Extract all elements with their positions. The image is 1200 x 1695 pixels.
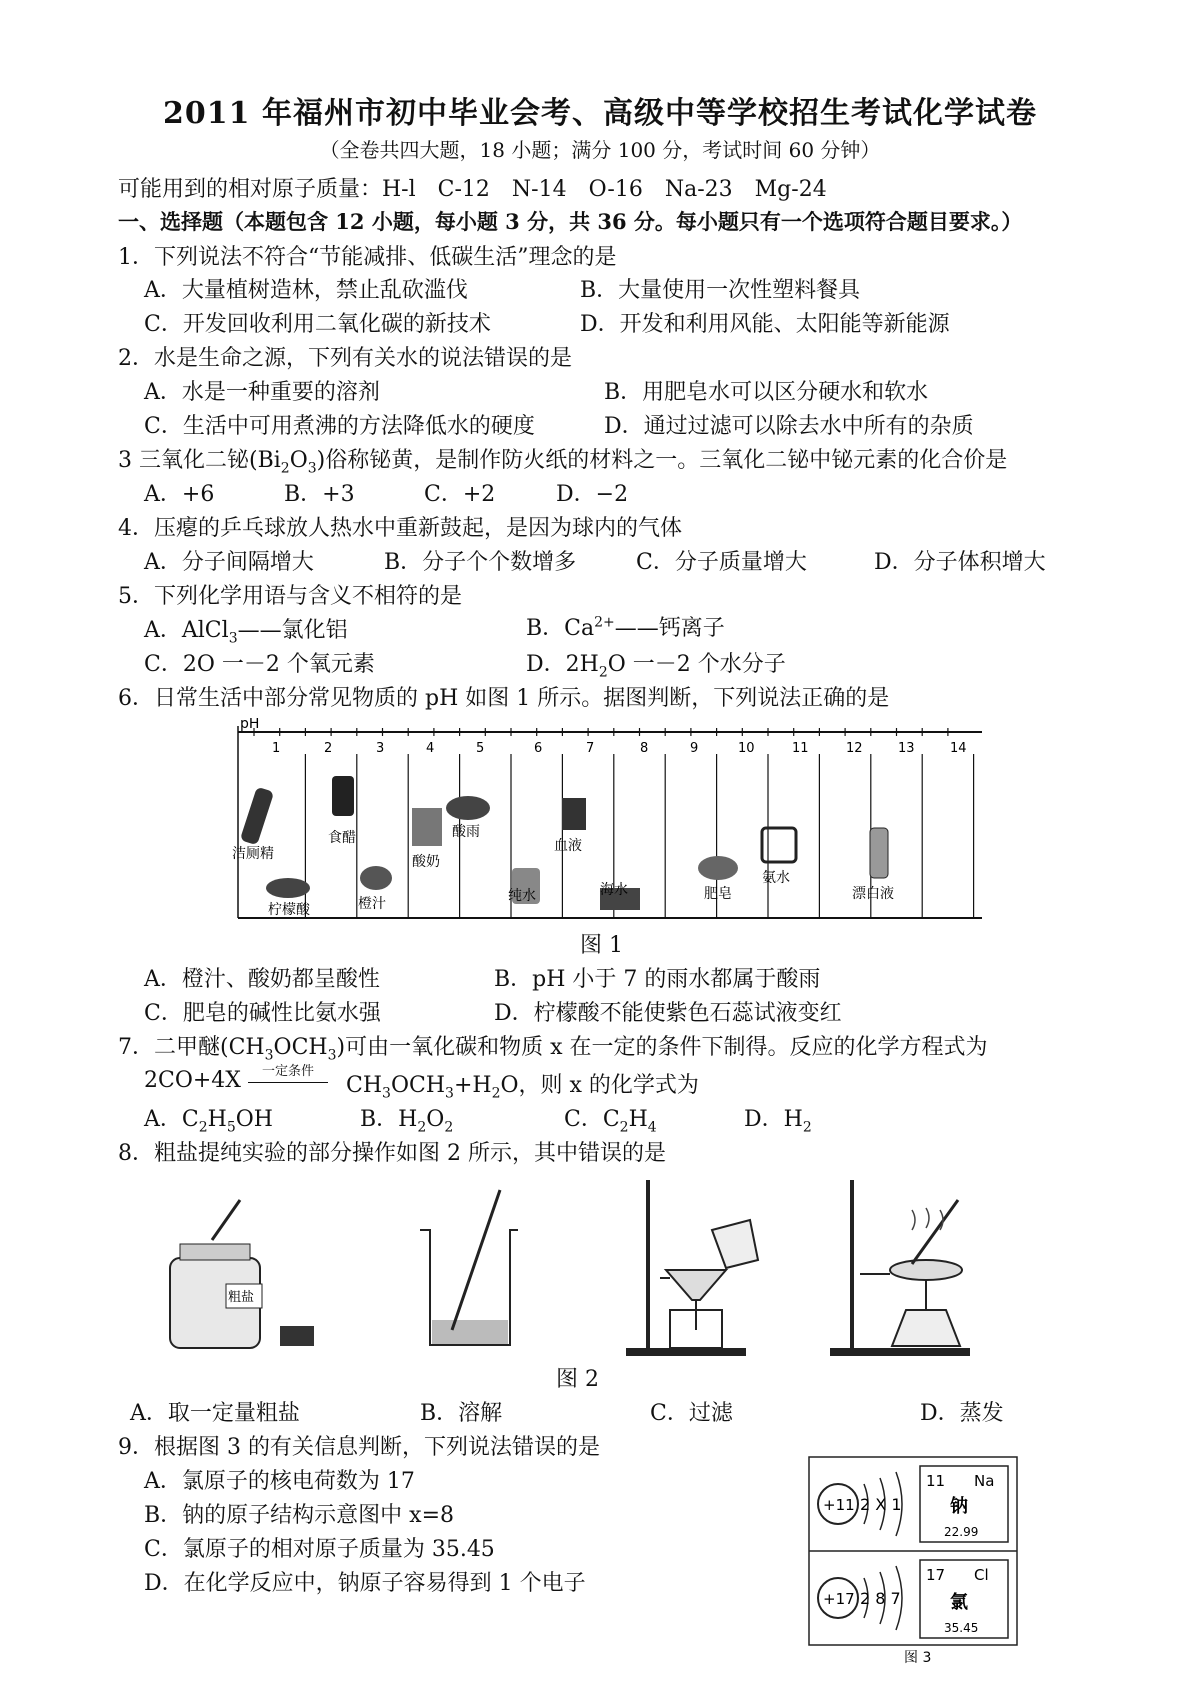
question-6-stem: 6．日常生活中部分常见物质的 pH 如图 1 所示。据图判断，下列说法正确的是 — [118, 686, 890, 711]
orange-icon — [360, 866, 392, 890]
ph-tick-label: 7 — [586, 741, 595, 756]
ph-tick-label: 4 — [426, 741, 435, 756]
question-3-option-a: A．+6 — [144, 482, 215, 507]
question-9-stem: 9．根据图 3 的有关信息判断，下列说法错误的是 — [118, 1435, 600, 1460]
question-1-option-d: D．开发和利用风能、太阳能等新能源 — [580, 312, 950, 337]
question-1-option-c: C．开发回收利用二氧化碳的新技术 — [144, 312, 491, 337]
jar-label: 粗盐 — [228, 1290, 255, 1305]
section-heading: 一、选择题（本题包含 12 小题，每小题 3 分，共 36 分。每小题只有一个选项符合题目要求。） — [118, 209, 1023, 234]
evaporation-setup-icon — [830, 1180, 970, 1356]
ph-tick-label: 5 — [476, 741, 485, 756]
chlorine-shells-label: 2 8 7 — [860, 1589, 901, 1608]
sodium-shells-label: 2 X 1 — [860, 1495, 902, 1514]
question-3-option-b: B．+3 — [284, 482, 355, 507]
question-2-stem: 2．水是生命之源，下列有关水的说法错误的是 — [118, 346, 572, 371]
sodium-mass: 22.99 — [944, 1525, 979, 1539]
question-7-stem: 7．二甲醚$(CH_3OCH_3)$可由一氧化碳和物质 x 在一定的条件下制得。反应的化学方程式为 — [118, 1035, 988, 1064]
ph-tick-label: 1 — [272, 741, 281, 756]
question-8-stem: 8．粗盐提纯实验的部分操作如图 2 所示，其中错误的是 — [118, 1141, 666, 1166]
question-4-option-a: A．分子间隔增大 — [144, 550, 314, 575]
question-7-option-d: D．$H_2$ — [744, 1107, 812, 1136]
sodium-number: 11 — [926, 1472, 946, 1490]
ph-scale-figure — [230, 718, 990, 926]
question-8-option-a: A．取一定量粗盐 — [130, 1401, 300, 1426]
sodium-symbol: Na — [974, 1472, 995, 1490]
question-4-option-c: C．分子质量增大 — [636, 550, 807, 575]
vinegar-bottle-icon — [332, 776, 354, 816]
question-7-option-b: B．$H_2O_2$ — [360, 1107, 454, 1136]
question-8-option-c: C．过滤 — [650, 1401, 733, 1426]
ph-item-label: 肥皂 — [704, 886, 732, 902]
ph-item-label: 酸奶 — [412, 854, 440, 870]
question-1-stem: 1．下列说法不符合“节能减排、低碳生活”理念的是 — [118, 245, 617, 270]
lemon-icon — [266, 878, 310, 898]
question-8-option-b: B．溶解 — [420, 1401, 503, 1426]
chlorine-symbol: Cl — [974, 1566, 989, 1584]
question-5-option-d: D．$2H_2O$ 一－2 个水分子 — [526, 652, 786, 681]
question-9-option-b: B．钠的原子结构示意图中 x=8 — [144, 1503, 454, 1528]
question-2-option-c: C．生活中可用煮沸的方法降低水的硬度 — [144, 414, 535, 439]
question-3-option-c: C．+2 — [424, 482, 496, 507]
blood-bag-icon — [562, 798, 586, 830]
yogurt-box-icon — [412, 808, 442, 846]
question-2-option-d: D．通过过滤可以除去水中所有的杂质 — [604, 414, 974, 439]
figure-3-caption: 图 3 — [904, 1650, 932, 1666]
ph-item-label: 血液 — [554, 838, 582, 854]
question-6-option-c: C．肥皂的碱性比氨水强 — [144, 1001, 381, 1026]
salt-jar-icon — [170, 1200, 314, 1348]
ph-item-label: 柠檬酸 — [268, 902, 310, 918]
sodium-nucleus-label: +11 — [823, 1496, 855, 1514]
figure-3-atom-diagrams — [808, 1456, 1018, 1668]
question-4-option-d: D．分子体积增大 — [874, 550, 1046, 575]
ph-item-label: 酸雨 — [452, 824, 480, 840]
question-9-option-a: A．氯原子的核电荷数为 17 — [144, 1469, 415, 1494]
chlorine-mass: 35.45 — [944, 1621, 979, 1635]
question-7-equation-right: $CH_3OCH_3+H_2O$，则 x 的化学式为 — [346, 1073, 699, 1102]
toilet-cleaner-bottle-icon — [240, 787, 274, 846]
ph-item-label: 洁厕精 — [232, 846, 274, 862]
ammonia-beaker-icon — [762, 828, 796, 862]
question-7-option-c: C．$C_2H_4$ — [564, 1107, 657, 1136]
question-1-option-a: A．大量植树造林，禁止乱砍滥伐 — [144, 278, 468, 303]
figure-2-apparatus — [140, 1170, 1060, 1360]
question-9-option-c: C．氯原子的相对原子质量为 35.45 — [144, 1537, 495, 1562]
question-4-option-b: B．分子个个数增多 — [384, 550, 577, 575]
atomic-mass-line: 可能用到的相对原子质量：H-l C-12 N-14 O-16 Na-23 Mg-24 — [118, 177, 827, 202]
soap-bar-icon — [698, 856, 738, 880]
question-7-option-a: A．$C_2H_5OH$ — [144, 1107, 273, 1136]
bleach-bottle-icon — [870, 828, 888, 878]
equation-arrow-line — [248, 1082, 328, 1083]
ph-item-label: 纯水 — [508, 888, 536, 904]
chlorine-nucleus-label: +17 — [823, 1590, 855, 1608]
question-3-stem: 3 三氧化二铋$(Bi_2O_3)$俗称铋黄，是制作防火纸的材料之一。三氧化二铋中铋元素的化合价是 — [118, 448, 1008, 477]
question-3-option-d: D．−2 — [556, 482, 629, 507]
chlorine-name: 氯 — [950, 1592, 968, 1613]
ph-tick-label: 13 — [898, 741, 915, 756]
ph-axis-label: pH — [240, 718, 260, 732]
ph-item-label: 漂白液 — [852, 886, 894, 902]
ph-item-label: 食醋 — [328, 830, 356, 846]
ph-tick-label: 2 — [324, 741, 333, 756]
ph-tick-label: 11 — [792, 741, 809, 756]
ph-tick-label: 9 — [690, 741, 699, 756]
question-6-option-b: B．pH 小于 7 的雨水都属于酸雨 — [494, 967, 821, 992]
question-2-option-a: A．水是一种重要的溶剂 — [144, 380, 380, 405]
ph-tick-label: 8 — [640, 741, 649, 756]
ph-tick-label: 3 — [376, 741, 385, 756]
question-6-option-d: D．柠檬酸不能使紫色石蕊试液变红 — [494, 1001, 842, 1026]
question-1-option-b: B．大量使用一次性塑料餐具 — [580, 278, 861, 303]
question-9-option-d: D．在化学反应中，钠原子容易得到 1 个电子 — [144, 1571, 586, 1596]
ph-tick-label: 12 — [846, 741, 863, 756]
question-8-option-d: D．蒸发 — [920, 1401, 1004, 1426]
equation-condition: 一定条件 — [261, 1064, 314, 1079]
ph-item-label: 海水 — [600, 882, 628, 898]
exam-info: （全卷共四大题，18 小题；满分 100 分，考试时间 60 分钟） — [319, 138, 881, 162]
ph-item-label: 橙汁 — [358, 896, 386, 912]
ph-item-label: 氨水 — [762, 870, 790, 886]
rain-cloud-icon — [446, 796, 490, 820]
question-2-option-b: B．用肥皂水可以区分硬水和软水 — [604, 380, 929, 405]
filtration-setup-icon — [626, 1180, 758, 1356]
dissolve-beaker-icon — [420, 1190, 518, 1345]
question-4-stem: 4．压瘪的乒乓球放人热水中重新鼓起，是因为球内的气体 — [118, 516, 682, 541]
ph-tick-label: 14 — [950, 741, 967, 756]
ph-tick-label: 6 — [534, 741, 543, 756]
ph-tick-label: 10 — [738, 741, 755, 756]
question-5-option-c: C．2O 一－2 个氧元素 — [144, 652, 375, 677]
question-5-option-b: B．$Ca^{2+}——$钙离子 — [526, 614, 725, 641]
sodium-name: 钠 — [950, 1496, 968, 1517]
question-7-equation-left: 2CO+4X — [144, 1068, 241, 1093]
figure-1-caption: 图 1 — [580, 933, 623, 958]
page-title: 2011 年福州市初中毕业会考、高级中等学校招生考试化学试卷 — [163, 96, 1037, 131]
question-5-option-a: A．AlCl$_3$——氯化铝 — [144, 618, 348, 647]
figure-2-caption: 图 2 — [556, 1367, 599, 1392]
question-6-option-a: A．橙汁、酸奶都呈酸性 — [144, 967, 380, 992]
question-5-stem: 5．下列化学用语与含义不相符的是 — [118, 584, 462, 609]
chlorine-number: 17 — [926, 1566, 946, 1584]
